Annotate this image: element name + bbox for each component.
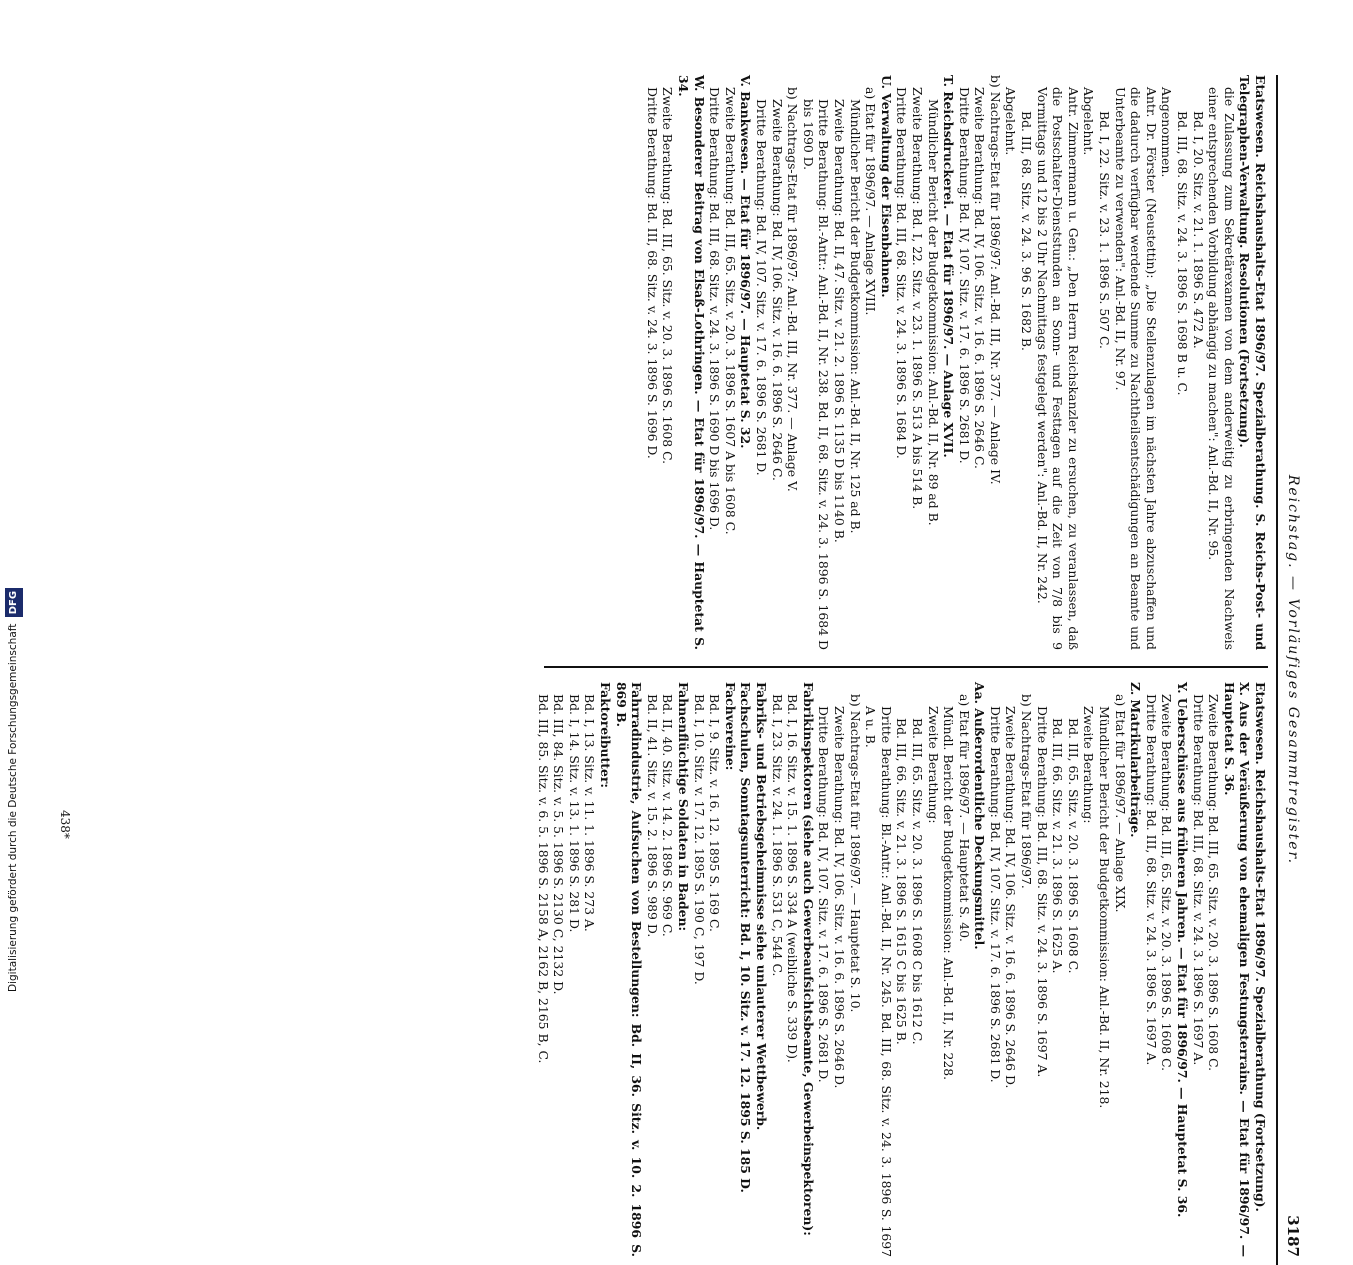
index-entry: T. Reichsdruckerei. — Etat für 1896/97. — Anlage XVII. <box>941 75 957 458</box>
column-divider <box>544 666 1268 668</box>
index-entry: Z. Matrikularbeiträge. <box>1128 682 1144 838</box>
index-entry: Zweite Berathung: <box>925 706 941 824</box>
index-entry: Zweite Berathung: Bd. III, 65. Sitz. v. 20. 3. 1896 S. 1607 A bis 1608 C. <box>722 87 738 535</box>
index-entry: W. Besonderer Beitrag von Elsaß-Lothringen. — Etat für 1896/97. — Hauptetat S. 34. <box>676 75 707 650</box>
index-entry: Bd. III, 66. Sitz. v. 21. 3. 1896 S. 1615 C bis 1625 B. <box>894 718 910 1045</box>
index-entry: Bd. II, 41. Sitz. v. 15. 2. 1896 S. 989 D. <box>644 694 660 938</box>
dfg-logo: DFG <box>5 588 23 617</box>
index-entry: Fabriks- und Betriebsgeheimnisse siehe unlauterer Wettbewerb. <box>754 682 769 1131</box>
index-entry: Angenommen. <box>1159 87 1175 178</box>
index-entry: X. Aus der Veräußerung von ehemaligen Festungsterrains. — Etat für 1896/97. — Hauptetat S. 36. <box>1221 682 1253 1257</box>
index-entry: Bd. III, 66. Sitz. v. 21. 3. 1896 S. 1625 A. <box>1050 718 1066 974</box>
index-entry: Dritte Berathung: Bd. III, 68. Sitz. v. 24. 3. 1896 S. 1697 A. <box>1190 694 1206 1066</box>
index-entry: Fachschulen, Sonntagsunterricht: Bd. I, 10. Sitz. v. 17. 12. 1895 S. 185 D. <box>738 682 754 1193</box>
index-entry: Bd. III, 65. Sitz. v. 20. 3. 1896 S. 1608 C. <box>1065 718 1081 974</box>
index-entry: Bd. I, 16. Sitz. v. 15. 1. 1896 S. 334 A (weibliche S. 339 D). <box>785 694 801 1063</box>
index-entry: Dritte Berathung: Bd. IV, 107. Sitz. v. 17. 6. 1896 S. 2681 D. <box>754 99 769 476</box>
index-entry: Antr. Zimmermann u. Gen.: „Den Herrn Reichskanzler zu ersuchen, zu veranlassen, daß die Postschalter-Dienststunden an Sonn- und Festtagen auf die Zeit von 7/8 bis 9 Vormittags und 12 bis 2 Uhr Nachmittags festgelegt werden": Anl.-Bd. II, Nr. 242. <box>1034 87 1081 650</box>
index-entry: a) Etat für 1896/97. — Hauptetat S. 40. <box>956 694 972 942</box>
index-entry: Etatswesen. Reichshaushalts-Etat 1896/97. Spezialberathung (Fortsetzung). <box>1253 682 1268 1212</box>
index-entry: Mündl. Bericht der Budgetkommission: Anl.-Bd. II, Nr. 228. <box>941 706 957 1081</box>
index-entry: Fachvereine: <box>722 682 738 771</box>
index-entry: Dritte Berathung: Bd. IV, 107. Sitz. v. 17. 6. 1896 S. 2681 D. <box>956 87 972 464</box>
index-entry: Etatswesen. Reichshaushalts-Etat 1896/97. Spezialberathung. S. Reichs-Post- und Telegraphen-Verwaltung. Resolutionen (Fortsetzung). <box>1237 75 1268 650</box>
index-entry: Zweite Berathung: Bd. III, 65. Sitz. v. 20. 3. 1896 S. 1608 C. <box>660 87 676 465</box>
index-entry: Dritte Berathung: Bd. III, 68. Sitz. v. 24. 3. 1896 S. 1696 D. <box>644 87 660 459</box>
index-entry: Zweite Berathung: Bd. IV, 106. Sitz. v. 16. 6. 1896 S. 2646 C. <box>769 99 785 481</box>
index-entry: Bd. II, 40. Sitz. v. 14. 2. 1896 S. 969 C. <box>660 694 676 937</box>
index-entry: Zweite Berathung: Bd. IV, 106. Sitz. v. 16. 6. 1896 S. 2646 D. <box>831 706 847 1089</box>
index-entry: Bd. I, 13. Sitz. v. 11. 1. 1896 S. 273 A. <box>582 694 598 932</box>
index-entry: Dritte Berathung: Bd. III, 68. Sitz. v. 24. 3. 1896 S. 1690 D bis 1696 D. <box>707 87 723 531</box>
index-entry: Bd. III, 85. Sitz. v. 6. 5. 1896 S. 2158 A, 2162 B, 2165 B, C. <box>535 694 551 1064</box>
index-entry: Dritte Berathung: Bd. III, 68. Sitz. v. 24. 3. 1896 S. 1684 D. <box>894 87 910 459</box>
index-entry: Bd. I, 22. Sitz. v. 23. 1. 1896 S. 507 C. <box>1097 111 1113 349</box>
index-entry: Bd. I, 23. Sitz. v. 24. 1. 1896 S. 531 C, 544 C. <box>769 694 785 977</box>
index-entry: Fahrradindustrie, Aufsuchen von Bestellungen: Bd. II, 36. Sitz. v. 10. 2. 1896 S. 869 B. <box>613 682 645 1257</box>
index-entry: Mündlicher Bericht der Budgetkommission: Anl.-Bd. II, Nr. 125 ad B. <box>847 99 863 534</box>
index-entry: Zweite Berathung: Bd. IV, 106. Sitz. v. 16. 6. 1896 S. 2646 C. <box>972 87 988 469</box>
index-entry: Bd. I, 14. Sitz. v. 13. 1. 1896 S. 281 D. <box>566 694 582 933</box>
index-entry: Abgelehnt. <box>1081 87 1097 156</box>
index-entry: Bd. I, 20. Sitz. v. 21. 1. 1896 S. 472 A. <box>1190 111 1206 349</box>
index-entry: Aa. Außerordentliche Deckungsmittel. <box>972 682 988 950</box>
index-entry: V. Bankwesen. — Etat für 1896/97. — Hauptetat S. 32. <box>738 75 754 449</box>
index-entry: Mündlicher Bericht der Budgetkommission: Anl.-Bd. II, Nr. 218. <box>1097 706 1113 1109</box>
index-entry: b) Nachtrags-Etat für 1896/97. <box>1019 694 1035 889</box>
index-column-right <box>535 682 1268 1257</box>
index-entry: Faktoreibutter: <box>598 682 614 788</box>
index-entry: Zweite Berathung: Bd. III, 65. Sitz. v. 20. 3. 1896 S. 1608 C. <box>1206 694 1222 1072</box>
index-entry: b) Nachtrags-Etat für 1896/97: Anl.-Bd. III, Nr. 377. — Anlage V. <box>785 87 801 492</box>
running-title: Reichstag. — Vorläufiges Gesammtregister. <box>1285 474 1301 866</box>
index-entry: Abgelehnt. <box>1003 87 1019 156</box>
index-entry: Y. Ueberschüsse aus früheren Jahren. — Etat für 1896/97. — Hauptetat S. 36. <box>1175 682 1191 1218</box>
index-entry: Bd. III, 84. Sitz. v. 5. 5. 1896 S. 2130 C, 2132 D. <box>551 694 567 995</box>
index-entry: Bd. III, 65. Sitz. v. 20. 3. 1896 S. 1608 C bis 1612 C. <box>909 718 925 1045</box>
signature-mark: 438* <box>58 810 72 839</box>
index-entry: Zweite Berathung: <box>1081 706 1097 824</box>
index-entry: a) Etat für 1896/97. — Anlage XVIII. <box>863 87 879 316</box>
index-entry: a) Etat für 1896/97. — Anlage XIX. <box>1112 694 1128 913</box>
index-entry: Zweite Berathung: Bd. IV, 106. Sitz. v. 16. 6. 1896 S. 2646 D. <box>1003 706 1019 1089</box>
digitization-note: Digitalisierung gefördert durch die Deutsche Forschungsgemeinschaft <box>7 623 19 992</box>
index-entry: b) Nachtrags-Etat für 1896/97. — Hauptetat S. 10. <box>847 694 863 1013</box>
index-entry: b) Nachtrags-Etat für 1896/97: Anl.-Bd. III, Nr. 377. — Anlage IV. <box>987 75 1003 485</box>
index-entry: Zweite Berathung: Bd. II, 47. Sitz. v. 21. 2. 1896 S. 1135 D bis 1140 B. <box>831 99 847 543</box>
rotated-page <box>520 75 1300 1265</box>
index-entry: Dritte Berathung: Bd. III, 68. Sitz. v. 24. 3. 1896 S. 1697 A. <box>1034 706 1050 1078</box>
index-column-left <box>644 75 1268 650</box>
page-header <box>1278 75 1300 1265</box>
digitization-credit <box>2 590 22 1000</box>
index-entry: Bd. III, 68. Sitz. v. 24. 3. 96 S. 1682 B. <box>1019 111 1035 351</box>
index-entry: Dritte Berathung: Bd. IV, 107. Sitz. v. 17. 6. 1896 S. 2681 D. <box>816 706 832 1083</box>
index-entry: Zweite Berathung: Bd. I, 22. Sitz. v. 23. 1. 1896 S. 513 A bis 514 B. <box>909 87 925 510</box>
index-entry: Fahnenflüchtige Soldaten in Baden: <box>676 682 692 932</box>
index-entry: U. Verwaltung der Eisenbahnen. <box>878 75 894 298</box>
index-entry: Dritte Berathung: Bl.-Antr.: Anl.-Bd. II, Nr. 238. Bd. II, 68. Sitz. v. 24. 3. 1896 S. 1684 D bis 1690 D. <box>800 99 832 650</box>
index-entry: Zweite Berathung: Bd. III, 65. Sitz. v. 20. 3. 1896 S. 1608 C. <box>1159 694 1175 1072</box>
index-entry: Bd. III, 68. Sitz. v. 24. 3. 1896 S. 1698 B u. C. <box>1175 111 1191 396</box>
index-entry: Fabrikinspektoren (siehe auch Gewerbeaufsichtsbeamte, Gewerbeinspektoren): <box>800 682 816 1236</box>
page-number: 3187 <box>1284 1215 1302 1257</box>
index-entry: die Zulassung zum Sekretärexamen von dem anderweitig zu erbringenden Nachweis einer entsprechenden Vorbildung abhängig zu machen": Anl.-Bd. II, Nr. 95. <box>1206 87 1237 650</box>
index-entry: Bd. I, 9. Sitz. v. 16. 12. 1895 S. 169 C. <box>707 694 723 932</box>
index-entry: Antr. Dr. Förster (Neustettin): „Die Stellenzulagen im nächsten Jahre abzuschaffen und die dadurch verfügbar werdende Summe zu Nachtheilsentschädigungen an Beamte und Unterbeamte zu verwenden": Anl.-Bd. II, Nr. 97. <box>1112 87 1159 650</box>
index-entry: Bd. I, 10. Sitz. v. 17. 12. 1895 S. 190 C, 197 D. <box>691 694 707 985</box>
index-entry: Dritte Berathung: Bd. IV, 107. Sitz. v. 17. 6. 1896 S. 2681 D. <box>987 706 1003 1083</box>
header-rule <box>1276 75 1278 1265</box>
index-entry: Mündlicher Bericht der Budgetkommission: Anl.-Bd. II, Nr. 89 ad B. <box>925 99 941 526</box>
index-entry: Dritte Berathung: Bd. III, 68. Sitz. v. 24. 3. 1896 S. 1697 A. <box>1143 694 1159 1066</box>
index-entry: Dritte Berathung: Bl.-Antr.: Anl.-Bd. II, Nr. 245. Bd. III, 68. Sitz. v. 24. 3. 1896 S. 1697 A u. B. <box>863 706 894 1257</box>
